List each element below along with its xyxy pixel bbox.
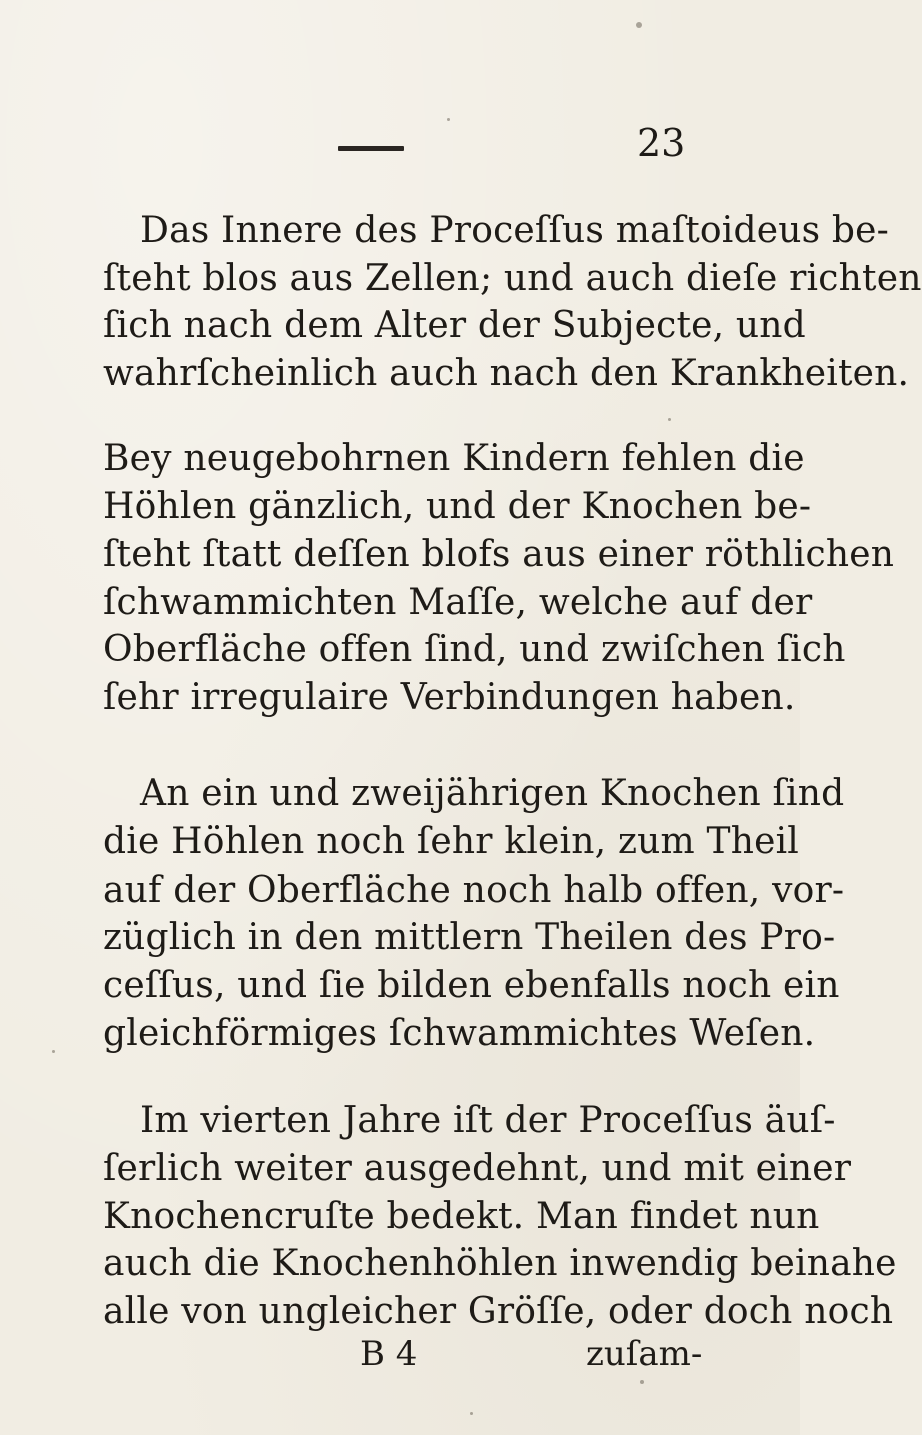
text-line: Oberfläche offen ſind, und zwiſchen ſich bbox=[103, 629, 846, 670]
paper-speck bbox=[52, 1050, 55, 1053]
text-line: züglich in den mittlern Theilen des Pro- bbox=[103, 917, 836, 958]
text-line: auch die Knochenhöhlen inwendig beinahe bbox=[103, 1243, 897, 1284]
text-line: ſich nach dem Alter der Subjecte, und bbox=[103, 305, 806, 346]
catchword: zuſam- bbox=[586, 1334, 703, 1374]
text-line: Bey neugebohrnen Kindern fehlen die bbox=[103, 438, 805, 479]
paper-speck bbox=[447, 118, 450, 121]
text-line: ſerlich weiter ausgedehnt, und mit einer bbox=[103, 1148, 852, 1189]
text-line: auf der Oberfläche noch halb offen, vor- bbox=[103, 870, 845, 911]
text-line: Knochencruſte bedekt. Man findet nun bbox=[103, 1196, 820, 1237]
text-line: An ein und zweijährigen Knochen ſind bbox=[140, 773, 845, 814]
text-line: Im vierten Jahre iſt der Proceſſus äuſ- bbox=[140, 1100, 836, 1141]
page-number: 23 bbox=[637, 121, 686, 165]
text-line: ſteht ſtatt deſſen blofs aus einer röthlichen bbox=[103, 534, 895, 575]
text-line: wahrſcheinlich auch nach den Krankheiten. bbox=[103, 353, 910, 394]
paper-speck bbox=[470, 1412, 473, 1415]
text-line: Das Innere des Proceſſus maſtoideus be- bbox=[140, 210, 890, 251]
paper-speck bbox=[640, 1380, 644, 1384]
header-rule bbox=[338, 146, 404, 151]
text-line: ceſſus, und ſie bilden ebenfalls noch ein bbox=[103, 965, 840, 1006]
text-line: die Höhlen noch ſehr klein, zum Theil bbox=[103, 821, 800, 862]
paper-speck bbox=[636, 22, 642, 28]
paper-speck bbox=[668, 418, 671, 421]
text-line: alle von ungleicher Gröſſe, oder doch noch bbox=[103, 1291, 894, 1332]
text-line: ſehr irregulaire Verbindungen haben. bbox=[103, 677, 796, 718]
text-line: gleichförmiges ſchwammichtes Weſen. bbox=[103, 1013, 816, 1054]
signature-mark: B 4 bbox=[360, 1334, 418, 1374]
text-line: Höhlen gänzlich, und der Knochen be- bbox=[103, 486, 812, 527]
text-line: ſteht blos aus Zellen; und auch dieſe richten bbox=[103, 258, 922, 299]
text-line: ſchwammichten Maſſe, welche auf der bbox=[103, 582, 813, 623]
